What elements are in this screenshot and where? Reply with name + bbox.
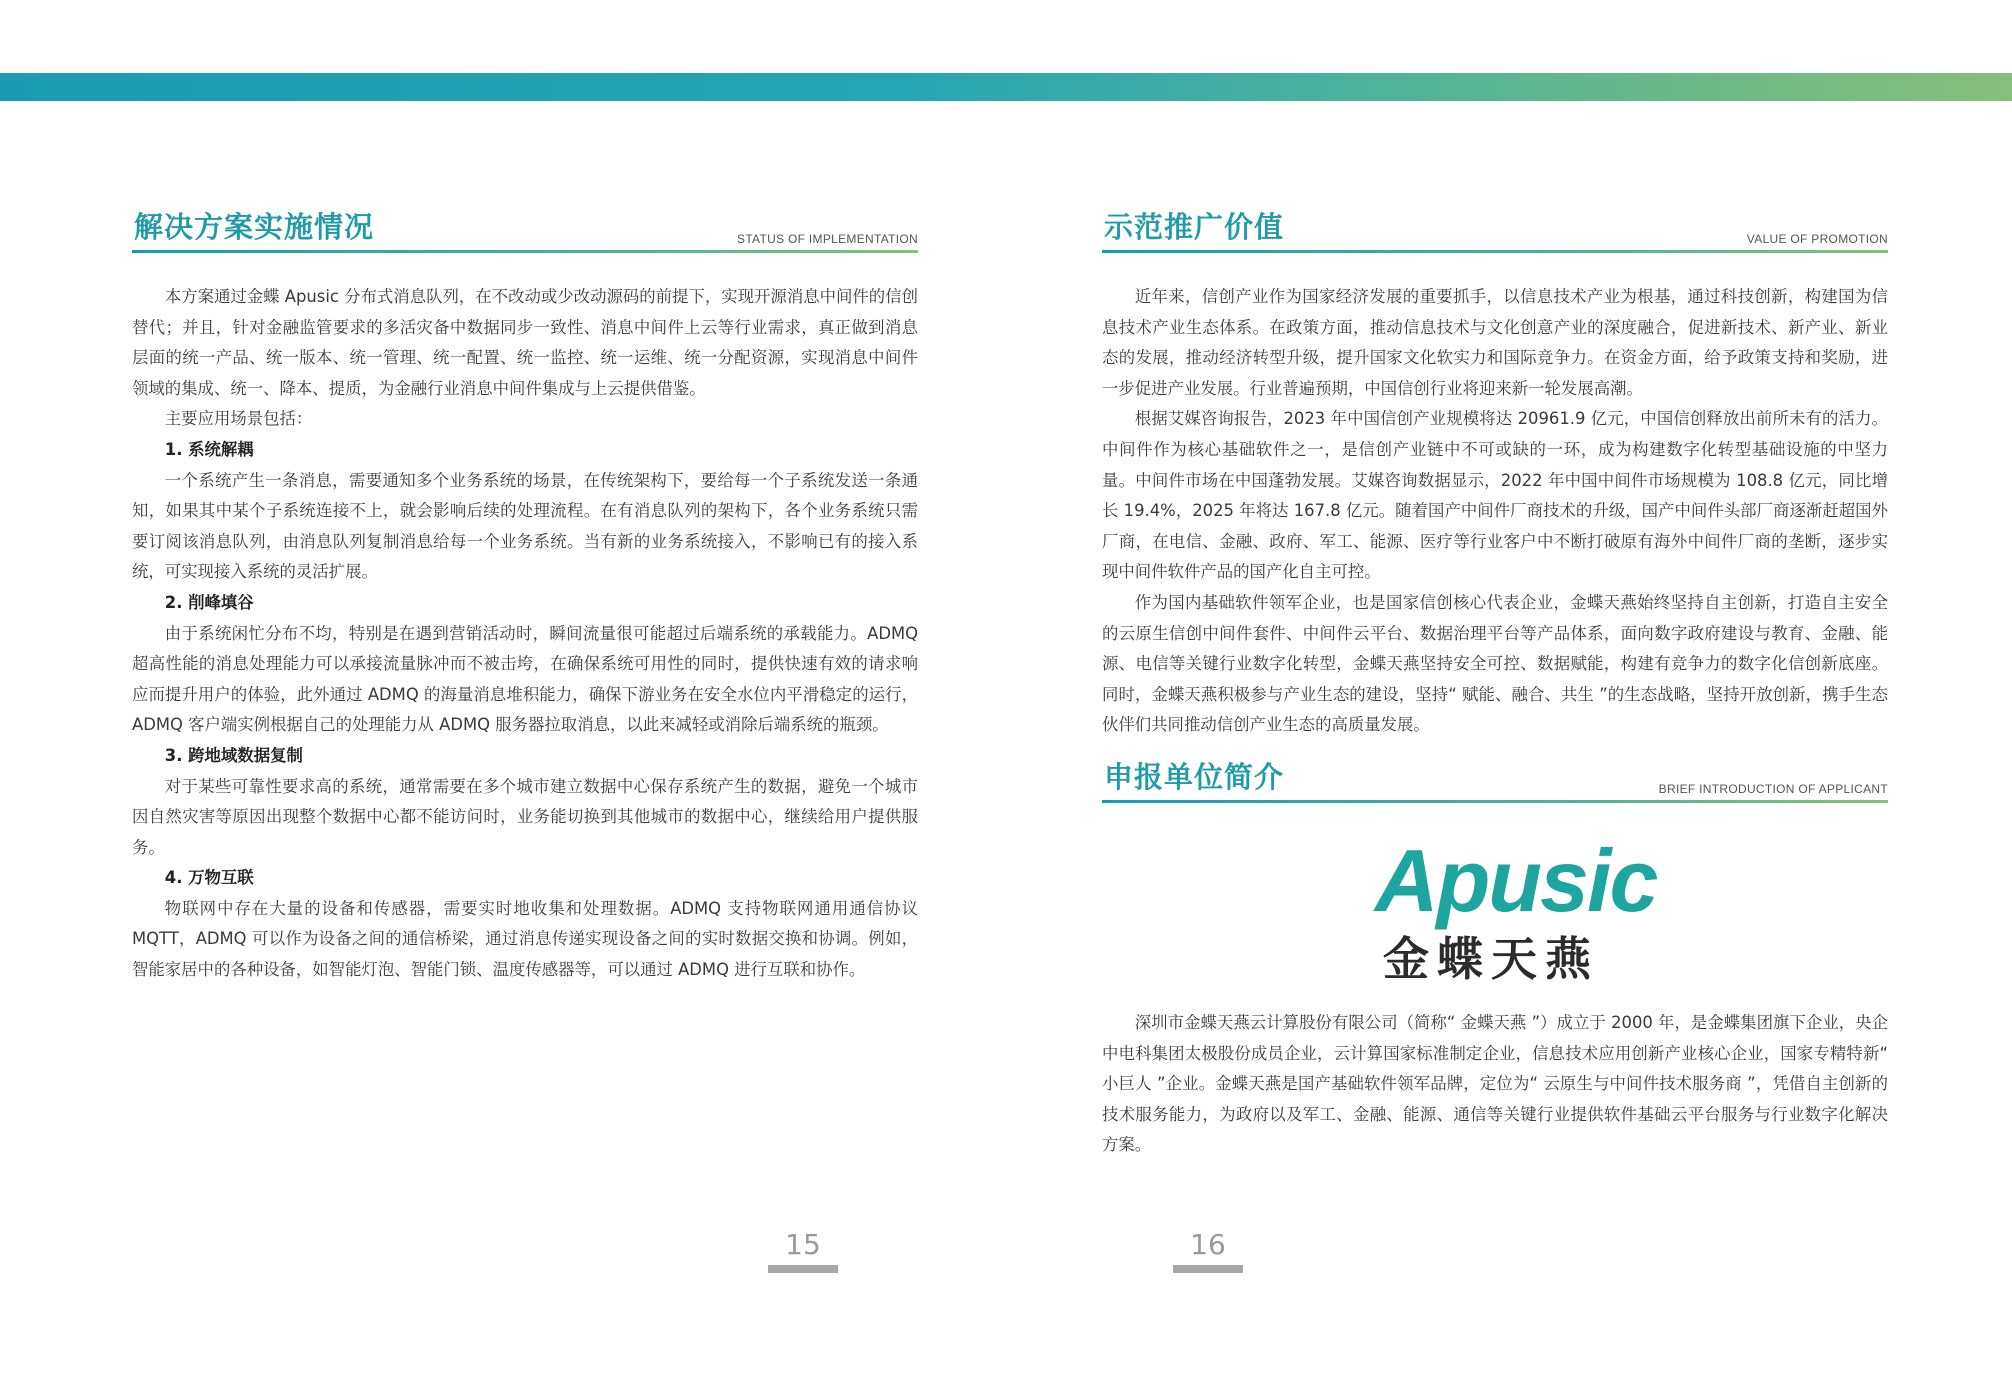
page-number-bar-left [768, 1265, 838, 1273]
intro-paragraph: 本方案通过金蝶 Apusic 分布式消息队列，在不改动或少改动源码的前提下，实现开源消息中间件的信创替代；并且，针对金融监管要求的多活灾备中数据同步一致性、消息中间件上云等行业需求，真正做到消息层面的统一产品、统一版本、统一管理、统一配置、统一监控、统一运维、统一分配资源，实现消息中间件领域的集成、统一、降本、提质，为金融行业消息中间件集成与上云提供借鉴。 [132, 287, 918, 398]
top-gradient-bar [0, 73, 2012, 101]
applicant-body [1102, 1008, 1888, 1161]
item-heading: 4. 万物互联 [164, 868, 254, 888]
section-subtitle-en: STATUS OF IMPLEMENTATION [737, 232, 918, 246]
item-text: 一个系统产生一条消息，需要通知多个业务系统的场景，在传统架构下，要给每一个子系统发送一条通知，如果其中某个子系统连接不上，就会影响后续的处理流程。在有消息队列的架构下，各个业务系统只需要订阅该消息队列，由消息队列复制消息给每一个业务系统。当有新的业务系统接入，不影响已有的接入系统，可实现接入系统的灵活扩展。 [132, 470, 918, 582]
section-header-applicant [1102, 756, 1888, 803]
section-header-promotion [1102, 206, 1888, 253]
item-text: 由于系统闲忙分布不均，特别是在遇到营销活动时，瞬间流量很可能超过后端系统的承载能力。ADMQ 超高性能的消息处理能力可以承接流量脉冲而不被击垮，在确保系统可用性的同时，提供快速有效的请求响应而提升用户的体验，此外通过 ADMQ 的海量消息堆积能力，确保下游业务在安全水位内平滑稳定的运行，ADMQ 客户端实例根据自己的处理能力从 ADMQ 服务器拉取消息，以此来减轻或消除后端系统的瓶颈。 [132, 623, 918, 735]
logo-wordmark: Apusic [1375, 831, 1657, 930]
item-heading: 2. 削峰填谷 [164, 592, 254, 612]
page-number-left: 15 [785, 1228, 821, 1261]
section-rule [1102, 800, 1888, 803]
page-number-right: 16 [1190, 1228, 1226, 1261]
item-text: 物联网中存在大量的设备和传感器，需要实时地收集和处理数据。ADMQ 支持物联网通用通信协议 MQTT，ADMQ 可以作为设备之间的通信桥梁，通过消息传递实现设备之间的实时数据交换和协调。例如，智能家居中的各种设备，如智能灯泡、智能门锁、温度传感器等，可以通过 ADMQ 进行互联和协作。 [132, 898, 918, 980]
section-title: 示范推广价值 [1104, 210, 1285, 244]
logo-chinese-name: 金蝶天燕 [1383, 932, 1599, 986]
section-rule [1102, 250, 1888, 253]
left-body [132, 282, 918, 986]
promotion-paragraph: 作为国内基础软件领军企业，也是国家信创核心代表企业，金蝶天燕始终坚持自主创新，打造自主安全的云原生信创中间件套件、中间件云平台、数据治理平台等产品体系，面向数字政府建设与教育、金融、能源、电信等关键行业数字化转型，金蝶天燕坚持安全可控、数据赋能，构建有竞争力的数字化信创新底座。同时，金蝶天燕积极参与产业生态的建设，坚持“ 赋能、融合、共生 ”的生态战略，坚持开放创新，携手生态伙伴们共同推动信创产业生态的高质量发展。 [1102, 592, 1888, 735]
item-heading: 1. 系统解耦 [164, 439, 254, 459]
promotion-body [1102, 282, 1888, 741]
scenes-intro: 主要应用场景包括： [164, 409, 313, 429]
promotion-paragraph: 近年来，信创产业作为国家经济发展的重要抓手，以信息技术产业为根基，通过科技创新，构建国为信息技术产业生态体系。在政策方面，推动信息技术与文化创意产业的深度融合，促进新技术、新产业、新业态的发展，推动经济转型升级，提升国家文化软实力和国际竞争力。在资金方面，给予政策支持和奖励，进一步促进产业发展。行业普遍预期，中国信创行业将迎来新一轮发展高潮。 [1102, 287, 1888, 398]
applicant-paragraph: 深圳市金蝶天燕云计算股份有限公司（简称“ 金蝶天燕 ”）成立于 2000 年，是金蝶集团旗下企业，央企中电科集团太极股份成员企业，云计算国家标准制定企业，信息技术应用创新产业核心企业，国家专精特新“ 小巨人 ”企业。金蝶天燕是国产基础软件领军品牌，定位为“ 云原生与中间件技术服务商 ”，凭借自主创新的技术服务能力，为政府以及军工、金融、能源、通信等关键行业提供软件基础云平台服务与行业数字化解决方案。 [1102, 1013, 1888, 1155]
section-rule [132, 250, 918, 253]
page-number-bar-right [1173, 1265, 1243, 1273]
section-header-implementation [132, 206, 918, 253]
section-subtitle-en: VALUE OF PROMOTION [1746, 232, 1888, 246]
item-heading: 3. 跨地域数据复制 [164, 745, 303, 765]
section-title: 申报单位简介 [1104, 760, 1285, 794]
item-text: 对于某些可靠性要求高的系统，通常需要在多个城市建立数据中心保存系统产生的数据，避免一个城市因自然灾害等原因出现整个数据中心都不能访问时，业务能切换到其他城市的数据中心，继续给用户提供服务。 [132, 776, 918, 857]
company-logo [1375, 831, 1657, 986]
promotion-paragraph: 根据艾媒咨询报告，2023 年中国信创产业规模将达 20961.9 亿元，中国信创释放出前所未有的活力。中间件作为核心基础软件之一，是信创产业链中不可或缺的一环，成为构建数字化转型基础设施的中坚力量。中间件市场在中国蓬勃发展。艾媒咨询数据显示，2022 年中国中间件市场规模为 108.8 亿元，同比增长 19.4%，2025 年将达 167.8 亿元。随着国产中间件厂商技术的升级，国产中间件头部厂商逐渐赶超国外厂商，在电信、金融、政府、军工、能源、医疗等行业客户中不断打破原有海外中间件厂商的垄断，逐步实现中间件软件产品的国产化自主可控。 [1102, 409, 1888, 582]
section-subtitle-en: BRIEF INTRODUCTION OF APPLICANT [1658, 782, 1888, 796]
section-title: 解决方案实施情况 [134, 210, 375, 244]
